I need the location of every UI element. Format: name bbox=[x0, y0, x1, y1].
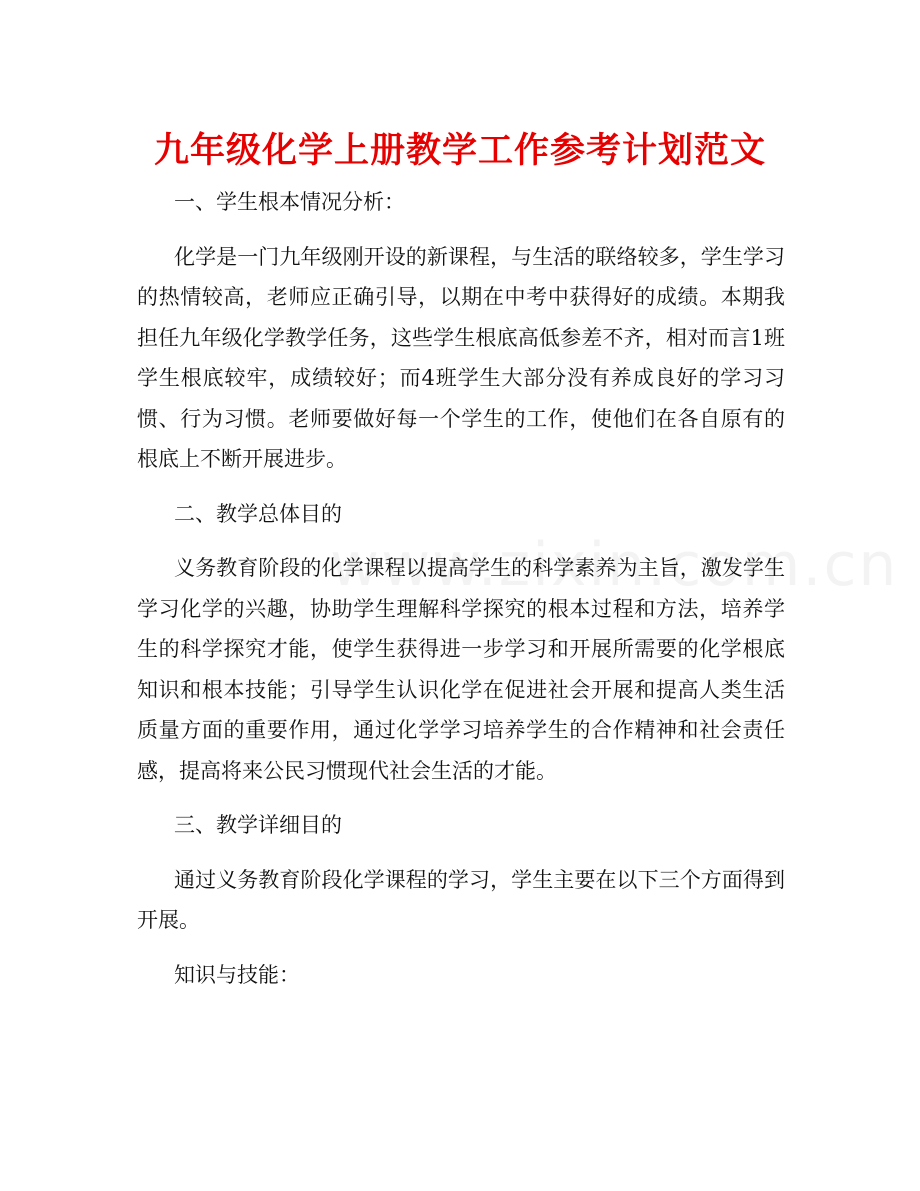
document-title: 九年级化学上册教学工作参考计划范文 bbox=[153, 131, 766, 171]
section-heading-knowledge-skills: 知识与技能： bbox=[174, 962, 300, 987]
paragraph-student-analysis: 化学是一门九年级刚开设的新课程，与生活的联络较多，学生学习的热情较高，老师应正确引导，以期在中考中获得好的成绩。本期我担任九年级化学教学任务，这些学生根底高低参差不齐，相对而言1班学生根底较牢，成绩较好；而4班学生大部分没有养成良好的学习习惯、行为习惯。老师要做好每一个学生的工作，使他们在各自原有的根底上不断开展进步。 bbox=[137, 244, 785, 471]
section-heading-detailed-goals: 三、教学详细目的 bbox=[174, 813, 342, 837]
paragraph-detailed-goals: 通过义务教育阶段化学课程的学习，学生主要在以下三个方面得到开展。 bbox=[137, 867, 785, 932]
section-heading-student-analysis: 一、学生根本情况分析： bbox=[174, 190, 405, 214]
document-body bbox=[137, 182, 785, 1009]
paragraph-overall-goals: 义务教育阶段的化学课程以提高学生的科学素养为主旨，激发学生学习化学的兴趣，协助学生理解科学探究的根本过程和方法，培养学生的科学探究才能，使学生获得进一步学习和开展所需要的化学根底知识和根本技能；引导学生认识化学在促进社会开展和提高人类生活质量方面的重要作用，通过化学学习培养学生的合作精神和社会责任感，提高将来公民习惯现代社会生活的才能。 bbox=[137, 556, 785, 783]
section-heading-overall-goals: 二、教学总体目的 bbox=[174, 501, 342, 526]
